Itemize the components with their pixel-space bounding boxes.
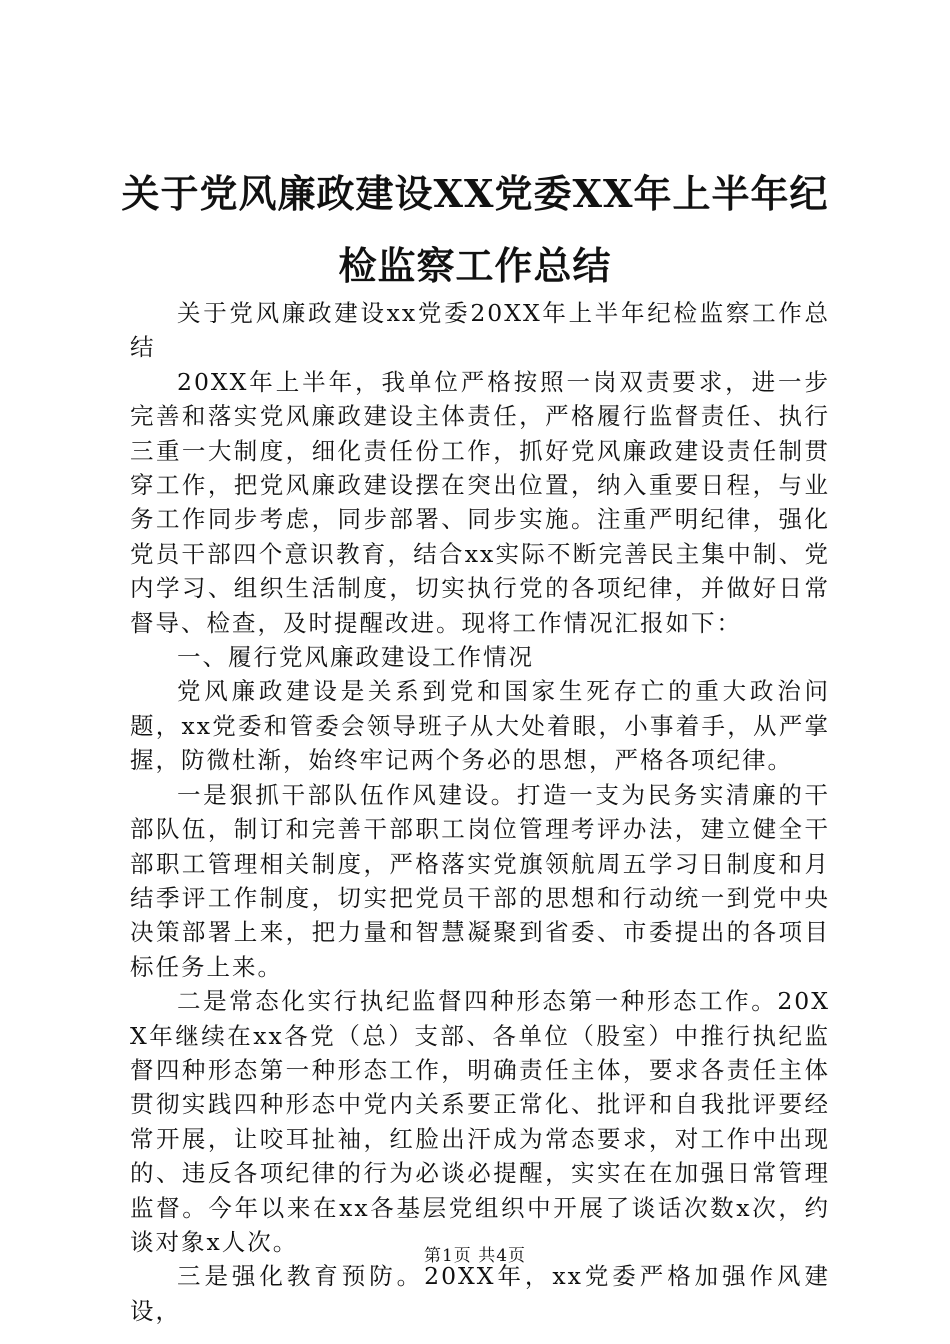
paragraph-intro: 20XX年上半年，我单位严格按照一岗双责要求，进一步完善和落实党风廉政建设主体责任，严格履行监督责任、执行三重一大制度，细化责任份工作，抓好党风廉政建设责任制贯穿工作，把党风廉政建设摆在突出位置，纳入重要日程，与业务工作同步考虑，同步部署、同步实施。注重严明纪律，强化党员干部四个意识教育，结合xx实际不断完善民主集中制、党内学习、组织生活制度，切实执行党的各项纪律，并做好日常督导、检查，及时提醒改进。现将工作情况汇报如下： — [130, 367, 830, 637]
document-body — [130, 296, 830, 1328]
paragraph-point-2: 二是常态化实行执纪监督四种形态第一种形态工作。20XX年继续在xx各党（总）支部、各单位（股室）中推行执纪监督四种形态第一种形态工作，明确责任主体，要求各责任主体贯彻实践四种形态中党内关系要正常化、批评和自我批评要经常开展，让咬耳扯袖，红脸出汗成为常态要求，对工作中出现的、违反各项纪律的行为必谈必提醒，实实在在加强日常管理监督。今年以来在xx各基层党组织中开展了谈话次数x次，约谈对象x人次。 — [130, 987, 830, 1256]
paragraph-section-1-intro: 党风廉政建设是关系到党和国家生死存亡的重大政治问题，xx党委和管委会领导班子从大处着眼，小事着手，从严掌握，防微杜渐，始终牢记两个务必的思想，严格各项纪律。 — [130, 677, 830, 775]
section-heading-1: 一、履行党风廉政建设工作情况 — [177, 643, 534, 672]
paragraph-point-1: 一是狠抓干部队伍作风建设。打造一支为民务实清廉的干部队伍，制订和完善干部职工岗位管理考评办法，建立健全干部职工管理相关制度，严格落实党旗领航周五学习日制度和月结季评工作制度，切实把党员干部的思想和行动统一到党中央决策部署上来，把力量和智慧凝聚到省委、市委提出的各项目标任务上来。 — [130, 780, 830, 981]
paragraph-subtitle: 关于党风廉政建设xx党委20XX年上半年纪检监察工作总结 — [130, 299, 830, 362]
document-title: 关于党风廉政建设XX党委XX年上半年纪检监察工作总结 — [121, 171, 829, 288]
paragraph-point-3: 三是强化教育预防。20XX年，xx党委严格加强作风建设， — [130, 1262, 830, 1325]
page-footer: 第1页 共4页 — [423, 1246, 527, 1266]
